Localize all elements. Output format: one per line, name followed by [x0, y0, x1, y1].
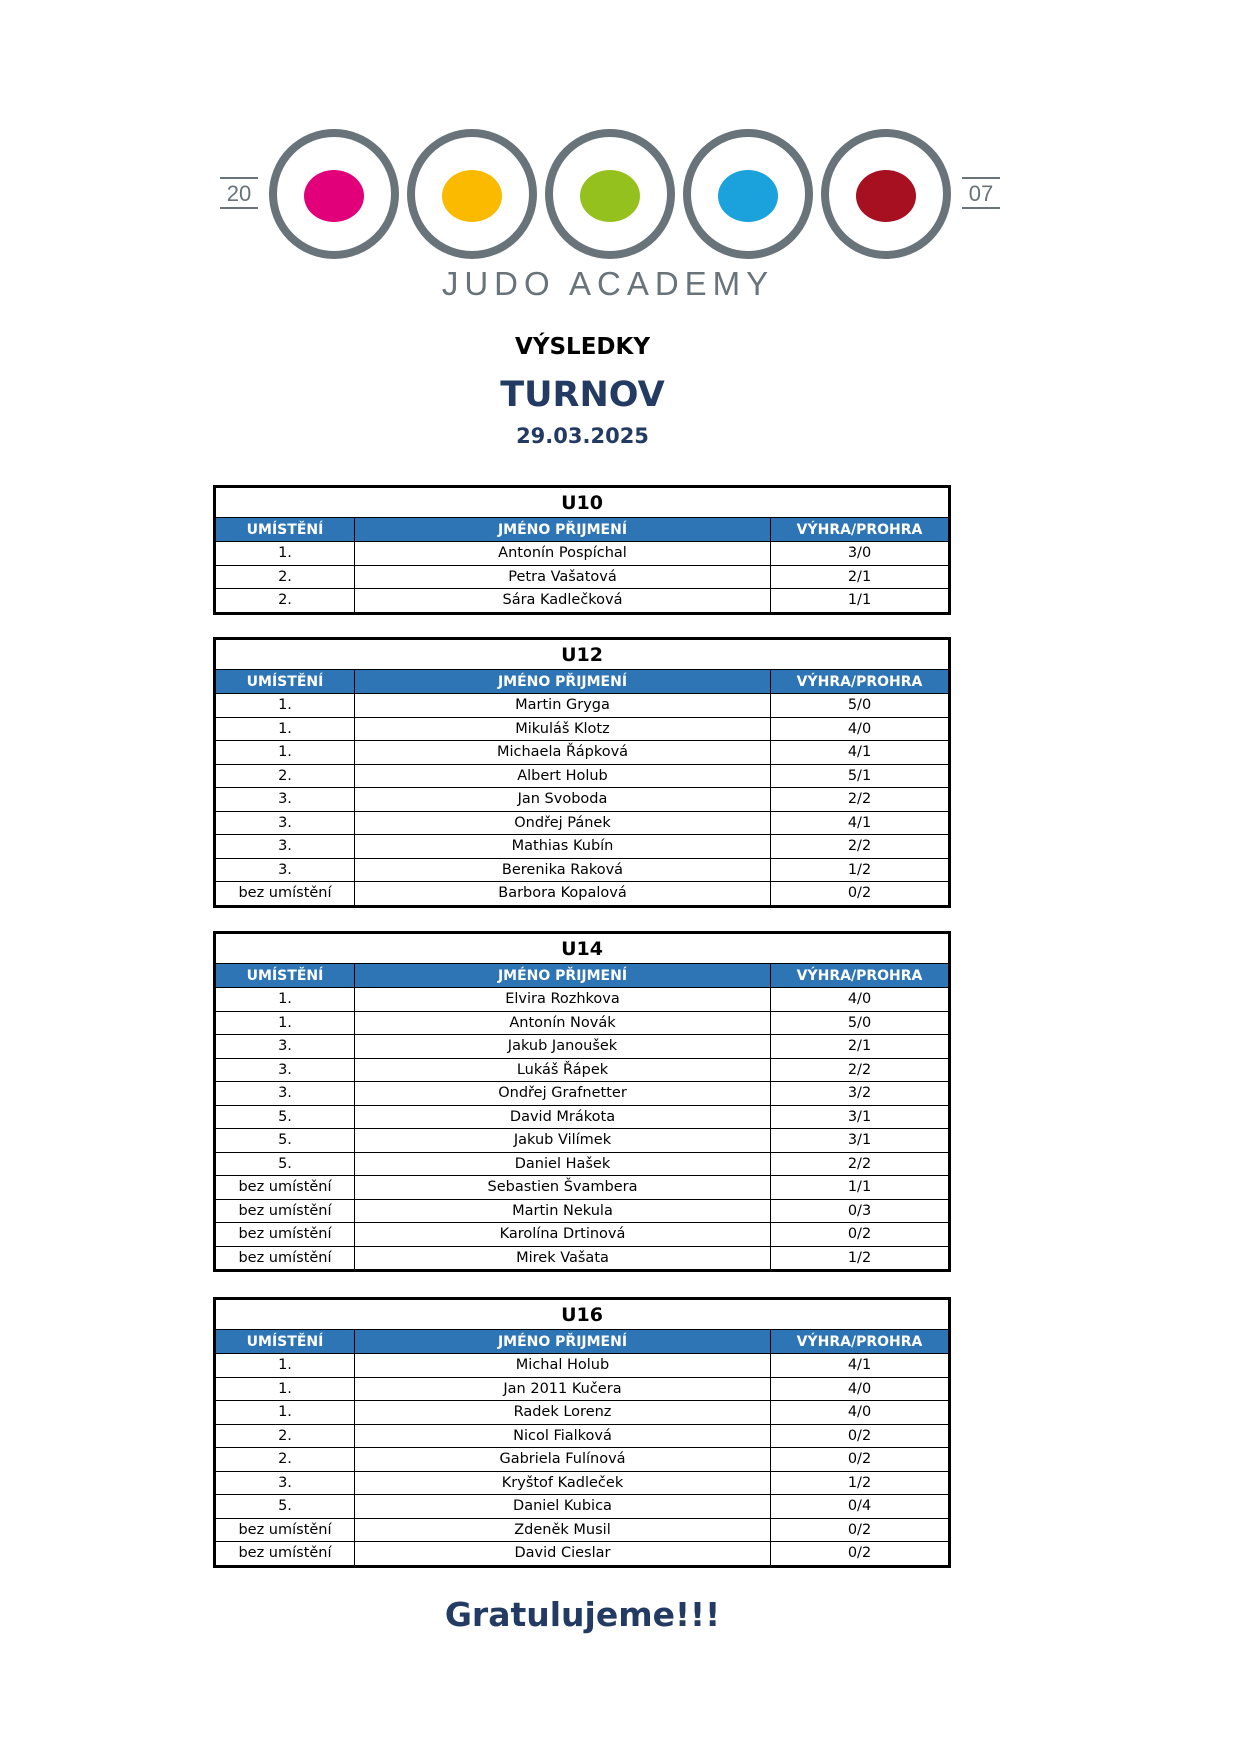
- win-loss-cell: 4/1: [771, 741, 950, 765]
- table-row: [215, 1176, 950, 1200]
- athlete-name-cell: David Mrákota: [355, 1105, 771, 1129]
- win-loss-cell: 1/2: [771, 858, 950, 882]
- athlete-name-cell: Albert Holub: [355, 764, 771, 788]
- column-header-name: JMÉNO PŘIJMENÍ: [355, 1330, 771, 1354]
- win-loss-cell: 5/0: [771, 1011, 950, 1035]
- table-row: [215, 1471, 950, 1495]
- results-table-u16: [213, 1297, 951, 1568]
- column-header-win-loss: VÝHRA/PROHRA: [771, 518, 950, 542]
- athlete-name-cell: Martin Gryga: [355, 694, 771, 718]
- athlete-name-cell: Mirek Vašata: [355, 1246, 771, 1271]
- win-loss-cell: 2/1: [771, 1035, 950, 1059]
- results-body: [215, 542, 950, 614]
- column-header-win-loss: VÝHRA/PROHRA: [771, 964, 950, 988]
- table-row: [215, 1199, 950, 1223]
- judo-academy-logo: [210, 128, 1010, 308]
- table-row: [215, 694, 950, 718]
- table-row: [215, 1223, 950, 1247]
- win-loss-cell: 0/2: [771, 1448, 950, 1472]
- athlete-name-cell: Lukáš Řápek: [355, 1058, 771, 1082]
- win-loss-cell: 1/2: [771, 1246, 950, 1271]
- placement-cell: 3.: [215, 1035, 355, 1059]
- placement-cell: 2.: [215, 1448, 355, 1472]
- table-row: [215, 1354, 950, 1378]
- table-row: [215, 988, 950, 1012]
- table-row: [215, 1011, 950, 1035]
- win-loss-cell: 0/2: [771, 1542, 950, 1567]
- athlete-name-cell: Karolína Drtinová: [355, 1223, 771, 1247]
- win-loss-cell: 0/4: [771, 1495, 950, 1519]
- athlete-name-cell: Daniel Kubica: [355, 1495, 771, 1519]
- win-loss-cell: 3/1: [771, 1105, 950, 1129]
- event-date: 29.03.2025: [516, 424, 649, 448]
- table-row: [215, 565, 950, 589]
- win-loss-cell: 2/2: [771, 1058, 950, 1082]
- results-table-u12: [213, 637, 951, 908]
- athlete-name-cell: Sebastien Švambera: [355, 1176, 771, 1200]
- win-loss-cell: 4/0: [771, 1377, 950, 1401]
- logo-dot-blue: [718, 170, 778, 222]
- results-body: [215, 988, 950, 1271]
- table-row: [215, 835, 950, 859]
- category-title: U14: [215, 933, 950, 964]
- table-row: [215, 1542, 950, 1567]
- column-header-placement: UMÍSTĚNÍ: [215, 518, 355, 542]
- athlete-name-cell: Petra Vašatová: [355, 565, 771, 589]
- placement-cell: 1.: [215, 1011, 355, 1035]
- category-title: U10: [215, 487, 950, 518]
- table-row: [215, 1058, 950, 1082]
- placement-cell: bez umístění: [215, 882, 355, 907]
- placement-cell: 1.: [215, 694, 355, 718]
- win-loss-cell: 4/1: [771, 1354, 950, 1378]
- column-header-name: JMÉNO PŘIJMENÍ: [355, 964, 771, 988]
- results-body: [215, 694, 950, 907]
- logo-dot-yellow: [442, 170, 502, 222]
- column-header-placement: UMÍSTĚNÍ: [215, 964, 355, 988]
- placement-cell: 2.: [215, 1424, 355, 1448]
- win-loss-cell: 3/2: [771, 1082, 950, 1106]
- results-table-u10: [213, 485, 951, 615]
- column-header-placement: UMÍSTĚNÍ: [215, 1330, 355, 1354]
- placement-cell: 3.: [215, 858, 355, 882]
- athlete-name-cell: Kryštof Kadleček: [355, 1471, 771, 1495]
- win-loss-cell: 5/0: [771, 694, 950, 718]
- page-title: VÝSLEDKY: [515, 334, 650, 360]
- logo-name: JUDO ACADEMY: [441, 265, 775, 302]
- placement-cell: 2.: [215, 764, 355, 788]
- win-loss-cell: 2/2: [771, 788, 950, 812]
- logo-dot-magenta: [304, 170, 364, 222]
- athlete-name-cell: Jakub Vilímek: [355, 1129, 771, 1153]
- placement-cell: 1.: [215, 717, 355, 741]
- table-row: [215, 1129, 950, 1153]
- placement-cell: bez umístění: [215, 1199, 355, 1223]
- win-loss-cell: 1/1: [771, 1176, 950, 1200]
- table-row: [215, 1035, 950, 1059]
- placement-cell: 1.: [215, 542, 355, 566]
- athlete-name-cell: Martin Nekula: [355, 1199, 771, 1223]
- placement-cell: 3.: [215, 1058, 355, 1082]
- athlete-name-cell: Jakub Janoušek: [355, 1035, 771, 1059]
- athlete-name-cell: Antonín Pospíchal: [355, 542, 771, 566]
- table-row: [215, 1424, 950, 1448]
- table-row: [215, 542, 950, 566]
- table-row: [215, 764, 950, 788]
- win-loss-cell: 4/1: [771, 811, 950, 835]
- placement-cell: bez umístění: [215, 1223, 355, 1247]
- table-row: [215, 1105, 950, 1129]
- table-row: [215, 1495, 950, 1519]
- table-row: [215, 1377, 950, 1401]
- athlete-name-cell: Daniel Hašek: [355, 1152, 771, 1176]
- placement-cell: 1.: [215, 1377, 355, 1401]
- win-loss-cell: 0/2: [771, 1223, 950, 1247]
- placement-cell: bez umístění: [215, 1518, 355, 1542]
- placement-cell: 1.: [215, 1401, 355, 1425]
- column-header-name: JMÉNO PŘIJMENÍ: [355, 670, 771, 694]
- placement-cell: 3.: [215, 811, 355, 835]
- placement-cell: 3.: [215, 835, 355, 859]
- column-header-win-loss: VÝHRA/PROHRA: [771, 670, 950, 694]
- table-row: [215, 589, 950, 614]
- win-loss-cell: 0/2: [771, 1424, 950, 1448]
- athlete-name-cell: Radek Lorenz: [355, 1401, 771, 1425]
- placement-cell: 1.: [215, 988, 355, 1012]
- placement-cell: 5.: [215, 1129, 355, 1153]
- athlete-name-cell: Michaela Řápková: [355, 741, 771, 765]
- logo-year-right: 07: [968, 181, 994, 206]
- placement-cell: 3.: [215, 1082, 355, 1106]
- table-row: [215, 741, 950, 765]
- table-row: [215, 1152, 950, 1176]
- win-loss-cell: 0/2: [771, 1518, 950, 1542]
- win-loss-cell: 1/1: [771, 589, 950, 614]
- athlete-name-cell: Nicol Fialková: [355, 1424, 771, 1448]
- win-loss-cell: 4/0: [771, 988, 950, 1012]
- category-title: U12: [215, 639, 950, 670]
- logo-dot-red: [856, 170, 916, 222]
- athlete-name-cell: Mathias Kubín: [355, 835, 771, 859]
- column-header-name: JMÉNO PŘIJMENÍ: [355, 518, 771, 542]
- results-body: [215, 1354, 950, 1567]
- win-loss-cell: 0/3: [771, 1199, 950, 1223]
- athlete-name-cell: Zdeněk Musil: [355, 1518, 771, 1542]
- athlete-name-cell: Michal Holub: [355, 1354, 771, 1378]
- placement-cell: 5.: [215, 1105, 355, 1129]
- table-row: [215, 717, 950, 741]
- win-loss-cell: 3/0: [771, 542, 950, 566]
- table-row: [215, 811, 950, 835]
- athlete-name-cell: Antonín Novák: [355, 1011, 771, 1035]
- table-row: [215, 1082, 950, 1106]
- athlete-name-cell: Mikuláš Klotz: [355, 717, 771, 741]
- win-loss-cell: 4/0: [771, 717, 950, 741]
- column-header-placement: UMÍSTĚNÍ: [215, 670, 355, 694]
- placement-cell: bez umístění: [215, 1176, 355, 1200]
- placement-cell: 3.: [215, 788, 355, 812]
- placement-cell: 5.: [215, 1495, 355, 1519]
- athlete-name-cell: Ondřej Pánek: [355, 811, 771, 835]
- placement-cell: 5.: [215, 1152, 355, 1176]
- athlete-name-cell: Gabriela Fulínová: [355, 1448, 771, 1472]
- table-row: [215, 1401, 950, 1425]
- win-loss-cell: 2/2: [771, 1152, 950, 1176]
- table-row: [215, 788, 950, 812]
- win-loss-cell: 5/1: [771, 764, 950, 788]
- results-table-u14: [213, 931, 951, 1272]
- athlete-name-cell: Sára Kadlečková: [355, 589, 771, 614]
- athlete-name-cell: Jan Svoboda: [355, 788, 771, 812]
- table-row: [215, 1246, 950, 1271]
- event-city: TURNOV: [500, 375, 665, 415]
- placement-cell: 2.: [215, 565, 355, 589]
- table-row: [215, 882, 950, 907]
- congratulations-text: Gratulujeme!!!: [444, 1595, 721, 1634]
- win-loss-cell: 3/1: [771, 1129, 950, 1153]
- logo-dot-green: [580, 170, 640, 222]
- column-header-win-loss: VÝHRA/PROHRA: [771, 1330, 950, 1354]
- athlete-name-cell: Jan 2011 Kučera: [355, 1377, 771, 1401]
- athlete-name-cell: Berenika Raková: [355, 858, 771, 882]
- placement-cell: bez umístění: [215, 1542, 355, 1567]
- placement-cell: bez umístění: [215, 1246, 355, 1271]
- win-loss-cell: 2/1: [771, 565, 950, 589]
- win-loss-cell: 0/2: [771, 882, 950, 907]
- table-row: [215, 858, 950, 882]
- placement-cell: 2.: [215, 589, 355, 614]
- athlete-name-cell: Barbora Kopalová: [355, 882, 771, 907]
- athlete-name-cell: Elvira Rozhkova: [355, 988, 771, 1012]
- win-loss-cell: 2/2: [771, 835, 950, 859]
- win-loss-cell: 4/0: [771, 1401, 950, 1425]
- table-row: [215, 1448, 950, 1472]
- table-row: [215, 1518, 950, 1542]
- win-loss-cell: 1/2: [771, 1471, 950, 1495]
- placement-cell: 1.: [215, 741, 355, 765]
- logo-year-left: 20: [226, 181, 252, 206]
- placement-cell: 3.: [215, 1471, 355, 1495]
- placement-cell: 1.: [215, 1354, 355, 1378]
- athlete-name-cell: Ondřej Grafnetter: [355, 1082, 771, 1106]
- category-title: U16: [215, 1299, 950, 1330]
- athlete-name-cell: David Cieslar: [355, 1542, 771, 1567]
